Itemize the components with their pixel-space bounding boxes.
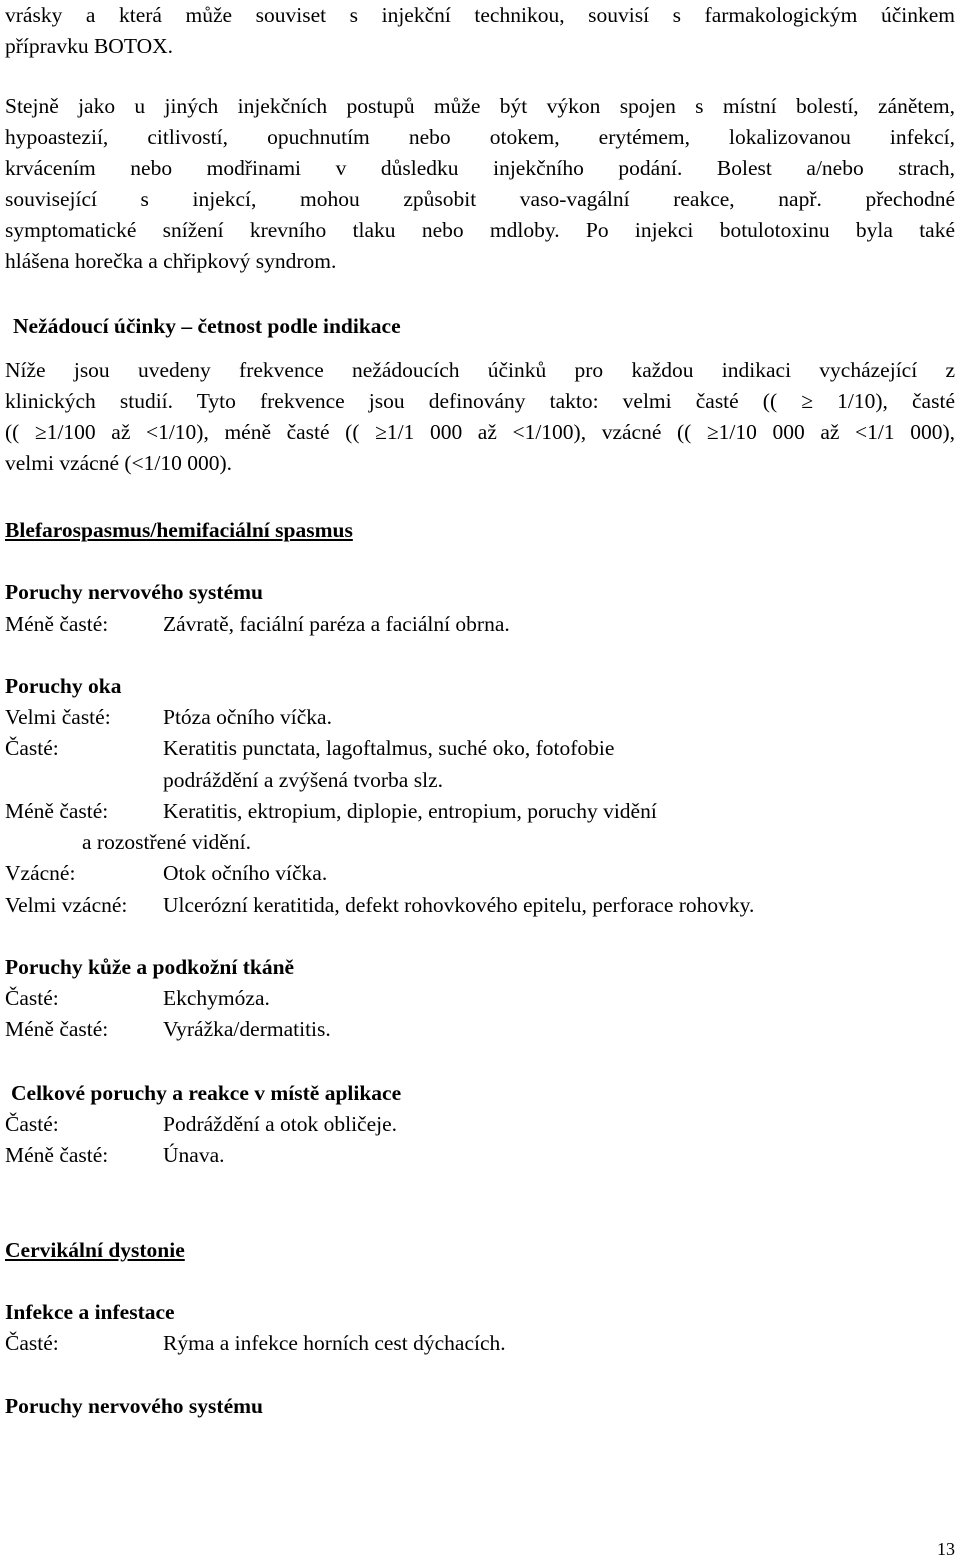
adverse-effect-text: Ekchymóza. <box>163 986 270 1010</box>
adverse-effect-text: Keratitis punctata, lagoftalmus, suché oko, fotofobie <box>163 736 615 760</box>
soc-title-eye: Poruchy oka <box>5 674 122 698</box>
adverse-effect-text: Ulcerózní keratitida, defekt rohovkového epitelu, perforace rohovky. <box>163 893 755 917</box>
frequency-label: Vzácné: <box>5 861 76 885</box>
adverse-effect-text: Vyrážka/dermatitis. <box>163 1017 331 1041</box>
frequency-label: Velmi časté: <box>5 705 111 729</box>
adverse-effect-text: Podráždění a otok obličeje. <box>163 1112 398 1136</box>
soc-title-skin: Poruchy kůže a podkožní tkáně <box>5 955 295 979</box>
indication-title-blefarospasmus: Blefarospasmus/hemifaciální spasmus <box>5 518 353 542</box>
indication-title-cervical-dystonia: Cervikální dystonie <box>5 1238 185 1262</box>
page-number: 13 <box>937 1539 955 1559</box>
soc-title-nervous: Poruchy nervového systému <box>5 1394 263 1418</box>
paragraph-line: Níže jsou uvedeny frekvence nežádoucích účinků pro každou indikaci vycházející z <box>5 358 955 382</box>
adverse-effect-continuation: podráždění a zvýšená tvorba slz. <box>163 768 443 792</box>
frequency-label: Časté: <box>5 1331 59 1355</box>
soc-title-nervous: Poruchy nervového systému <box>5 580 263 604</box>
paragraph-line: symptomatické snížení krevního tlaku nebo mdloby. Po injekci botulotoxinu byla také <box>5 218 955 242</box>
intro-line-2: přípravku BOTOX. <box>5 34 174 58</box>
section-heading: Nežádoucí účinky – četnost podle indikace <box>13 314 401 338</box>
frequency-label: Časté: <box>5 736 59 760</box>
paragraph-line: hypoastezií, citlivostí, opuchnutím nebo otokem, erytémem, lokalizovanou infekcí, <box>5 125 955 149</box>
intro-line-1: vrásky a která může souviset s injekční technikou, souvisí s farmakologickým účinkem <box>5 3 955 27</box>
adverse-effect-continuation: a rozostřené vidění. <box>82 830 251 854</box>
soc-title-general: Celkové poruchy a reakce v místě aplikace <box>11 1081 402 1105</box>
frequency-label: Časté: <box>5 1112 59 1136</box>
frequency-label: Méně časté: <box>5 1143 109 1167</box>
paragraph-line: (( ≥1/100 až <1/10), méně časté (( ≥1/1 000 až <1/100), vzácné (( ≥1/10 000 až <1/1 000), <box>5 420 955 444</box>
adverse-injection-paragraph <box>5 91 955 277</box>
frequency-label: Méně časté: <box>5 1017 109 1041</box>
adverse-effect-text: Otok očního víčka. <box>163 861 328 885</box>
adverse-effect-text: Závratě, faciální paréza a faciální obrna. <box>163 612 510 636</box>
soc-title-infections: Infekce a infestace <box>5 1300 175 1324</box>
frequency-paragraph <box>5 355 955 479</box>
intro-paragraph <box>5 0 955 62</box>
frequency-label: Časté: <box>5 986 59 1010</box>
paragraph-line: krvácením nebo modřinami v důsledku injekčního podání. Bolest a/nebo strach, <box>5 156 955 180</box>
adverse-effect-text: Rýma a infekce horních cest dýchacích. <box>163 1331 506 1355</box>
paragraph-line: související s injekcí, mohou způsobit vaso-vagální reakce, např. přechodné <box>5 187 955 211</box>
adverse-effect-text: Keratitis, ektropium, diplopie, entropium, poruchy vidění <box>163 799 657 823</box>
frequency-label: Velmi vzácné: <box>5 893 128 917</box>
frequency-label: Méně časté: <box>5 612 109 636</box>
paragraph-line: velmi vzácné (<1/10 000). <box>5 451 233 475</box>
frequency-label: Méně časté: <box>5 799 109 823</box>
adverse-effect-text: Únava. <box>163 1143 225 1167</box>
paragraph-line: klinických studií. Tyto frekvence jsou definovány takto: velmi časté (( ≥ 1/10), časté <box>5 389 955 413</box>
adverse-effect-text: Ptóza očního víčka. <box>163 705 332 729</box>
paragraph-line: hlášena horečka a chřipkový syndrom. <box>5 249 337 273</box>
paragraph-line: Stejně jako u jiných injekčních postupů může být výkon spojen s místní bolestí, zánětem, <box>5 94 955 118</box>
